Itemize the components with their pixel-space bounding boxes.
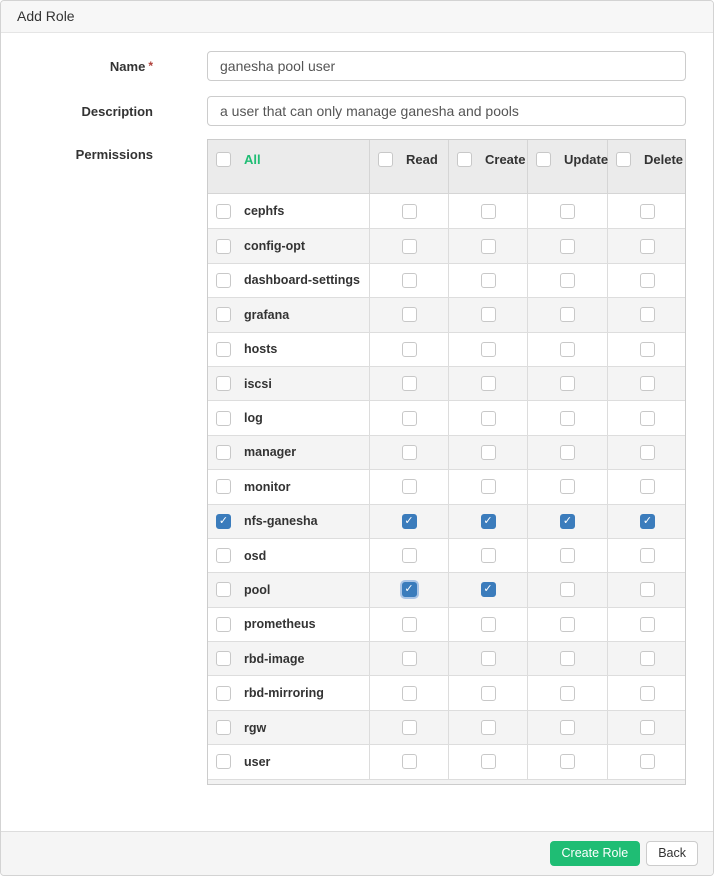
- checkbox-prometheus-read[interactable]: [402, 617, 417, 632]
- description-form-row: [16, 96, 698, 126]
- scope-label: log: [244, 411, 263, 426]
- checkbox-header-update[interactable]: [536, 152, 551, 167]
- checkbox-cephfs-create[interactable]: [481, 204, 496, 219]
- create-cell: [449, 642, 528, 675]
- permissions-control-col: [207, 139, 686, 785]
- read-cell: [370, 539, 449, 572]
- read-cell: [370, 333, 449, 366]
- update-cell: [528, 676, 608, 709]
- add-role-form: [1, 33, 713, 831]
- scope-cell: [208, 229, 370, 262]
- checkbox-manager-delete[interactable]: [640, 445, 655, 460]
- checkbox-iscsi-create[interactable]: [481, 376, 496, 391]
- header-cell-create: [449, 140, 528, 193]
- checkbox-config-opt-delete[interactable]: [640, 239, 655, 254]
- checkbox-rgw-create[interactable]: [481, 720, 496, 735]
- scope-label: dashboard-settings: [244, 273, 360, 288]
- header-label-delete: Delete: [644, 152, 684, 167]
- checkbox-grafana-create[interactable]: [481, 307, 496, 322]
- create-cell: [449, 711, 528, 744]
- checkbox-pool-create[interactable]: [481, 582, 496, 597]
- checkbox-log-update[interactable]: [560, 411, 575, 426]
- name-form-row: [16, 51, 698, 81]
- delete-cell: [608, 608, 686, 641]
- name-label: [16, 51, 153, 81]
- header-cell-delete: [608, 140, 686, 193]
- checkbox-osd-update[interactable]: [560, 548, 575, 563]
- update-cell: [528, 470, 608, 503]
- checkbox-cephfs-update[interactable]: [560, 204, 575, 219]
- permission-row-prometheus: [208, 607, 685, 641]
- checkbox-nfs-ganesha-update[interactable]: [560, 514, 575, 529]
- checkbox-user-create[interactable]: [481, 754, 496, 769]
- scope-label: user: [244, 754, 271, 769]
- scope-cell: [208, 470, 370, 503]
- read-cell: [370, 573, 449, 606]
- checkbox-cephfs-read[interactable]: [402, 204, 417, 219]
- checkbox-rbd-image-scope[interactable]: [216, 651, 231, 666]
- checkbox-pool-delete[interactable]: [640, 582, 655, 597]
- scope-label: monitor: [244, 479, 291, 494]
- checkbox-rbd-mirroring-read[interactable]: [402, 686, 417, 701]
- checkbox-hosts-update[interactable]: [560, 342, 575, 357]
- checkbox-grafana-scope[interactable]: [216, 307, 231, 322]
- checkbox-user-scope[interactable]: [216, 754, 231, 769]
- scope-cell: [208, 264, 370, 297]
- checkbox-dashboard-settings-read[interactable]: [402, 273, 417, 288]
- checkbox-dashboard-settings-scope[interactable]: [216, 273, 231, 288]
- permission-row-osd: [208, 538, 685, 572]
- update-cell: [528, 642, 608, 675]
- read-cell: [370, 470, 449, 503]
- create-cell: [449, 676, 528, 709]
- scope-cell: [208, 333, 370, 366]
- permissions-table-header: [208, 140, 685, 194]
- name-label-text: Name: [109, 59, 146, 74]
- checkbox-monitor-create[interactable]: [481, 479, 496, 494]
- scope-cell: [208, 298, 370, 331]
- permission-row-rgw: [208, 710, 685, 744]
- checkbox-hosts-delete[interactable]: [640, 342, 655, 357]
- header-cell-update: [528, 140, 608, 193]
- checkbox-pool-update[interactable]: [560, 582, 575, 597]
- checkbox-rbd-image-read[interactable]: [402, 651, 417, 666]
- description-label: Description: [81, 104, 153, 119]
- scope-cell: [208, 505, 370, 538]
- scope-label: nfs-ganesha: [244, 514, 318, 529]
- checkbox-manager-create[interactable]: [481, 445, 496, 460]
- checkbox-config-opt-read[interactable]: [402, 239, 417, 254]
- checkbox-rbd-image-delete[interactable]: [640, 651, 655, 666]
- update-cell: [528, 711, 608, 744]
- checkbox-rgw-read[interactable]: [402, 720, 417, 735]
- read-cell: [370, 745, 449, 778]
- permission-row-log: [208, 400, 685, 434]
- scope-cell: [208, 573, 370, 606]
- header-cell-read: [370, 140, 449, 193]
- create-cell: [449, 264, 528, 297]
- delete-cell: [608, 194, 686, 228]
- update-cell: [528, 505, 608, 538]
- header-label-create: Create: [485, 152, 526, 167]
- update-cell: [528, 401, 608, 434]
- table-partial-row: [208, 779, 685, 785]
- scope-cell: [208, 436, 370, 469]
- checkbox-iscsi-delete[interactable]: [640, 376, 655, 391]
- checkbox-rbd-mirroring-delete[interactable]: [640, 686, 655, 701]
- create-cell: [449, 194, 528, 228]
- description-control-col: [207, 96, 686, 126]
- permission-row-pool: [208, 572, 685, 606]
- scope-cell: [208, 367, 370, 400]
- scope-label: rbd-mirroring: [244, 686, 324, 701]
- scope-label: cephfs: [244, 204, 285, 219]
- read-cell: [370, 711, 449, 744]
- scope-cell: [208, 745, 370, 778]
- create-cell: [449, 401, 528, 434]
- delete-cell: [608, 264, 686, 297]
- checkbox-manager-update[interactable]: [560, 445, 575, 460]
- required-asterisk: *: [148, 59, 153, 73]
- checkbox-manager-read[interactable]: [402, 445, 417, 460]
- permission-row-rbd-image: [208, 641, 685, 675]
- permission-row-manager: [208, 435, 685, 469]
- scope-label: grafana: [244, 307, 290, 322]
- read-cell: [370, 264, 449, 297]
- checkbox-log-delete[interactable]: [640, 411, 655, 426]
- header-label-all: All: [244, 152, 261, 167]
- checkbox-cephfs-delete[interactable]: [640, 204, 655, 219]
- panel-title: Add Role: [1, 1, 713, 33]
- create-role-button[interactable]: Create Role: [550, 841, 641, 866]
- checkbox-dashboard-settings-create[interactable]: [481, 273, 496, 288]
- delete-cell: [608, 333, 686, 366]
- checkbox-nfs-ganesha-create[interactable]: [481, 514, 496, 529]
- update-cell: [528, 333, 608, 366]
- scope-label: osd: [244, 548, 267, 563]
- delete-cell: [608, 539, 686, 572]
- header-cell-all: [208, 140, 370, 193]
- permission-row-config-opt: [208, 228, 685, 262]
- scope-label: pool: [244, 582, 271, 597]
- checkbox-iscsi-update[interactable]: [560, 376, 575, 391]
- checkbox-osd-create[interactable]: [481, 548, 496, 563]
- update-cell: [528, 194, 608, 228]
- scope-label: iscsi: [244, 376, 272, 391]
- checkbox-nfs-ganesha-delete[interactable]: [640, 514, 655, 529]
- create-cell: [449, 539, 528, 572]
- checkbox-monitor-scope[interactable]: [216, 479, 231, 494]
- checkbox-rbd-mirroring-update[interactable]: [560, 686, 575, 701]
- scope-label: prometheus: [244, 617, 316, 632]
- checkbox-user-update[interactable]: [560, 754, 575, 769]
- name-input[interactable]: [207, 51, 686, 81]
- checkbox-hosts-read[interactable]: [402, 342, 417, 357]
- form-footer: [1, 831, 713, 875]
- checkbox-dashboard-settings-delete[interactable]: [640, 273, 655, 288]
- checkbox-config-opt-scope[interactable]: [216, 239, 231, 254]
- checkbox-osd-delete[interactable]: [640, 548, 655, 563]
- permission-row-user: [208, 744, 685, 778]
- update-cell: [528, 298, 608, 331]
- name-control-col: [207, 51, 686, 81]
- checkbox-monitor-read[interactable]: [402, 479, 417, 494]
- permission-row-iscsi: [208, 366, 685, 400]
- checkbox-prometheus-update[interactable]: [560, 617, 575, 632]
- checkbox-prometheus-scope[interactable]: [216, 617, 231, 632]
- checkbox-log-scope[interactable]: [216, 411, 231, 426]
- create-cell: [449, 608, 528, 641]
- permission-row-hosts: [208, 332, 685, 366]
- delete-cell: [608, 745, 686, 778]
- scope-cell: [208, 676, 370, 709]
- create-cell: [449, 298, 528, 331]
- create-cell: [449, 573, 528, 606]
- checkbox-nfs-ganesha-scope[interactable]: [216, 514, 231, 529]
- delete-cell: [608, 367, 686, 400]
- header-label-update: Update: [564, 152, 609, 167]
- update-cell: [528, 745, 608, 778]
- read-cell: [370, 676, 449, 709]
- checkbox-rgw-delete[interactable]: [640, 720, 655, 735]
- delete-cell: [608, 401, 686, 434]
- delete-cell: [608, 470, 686, 503]
- read-cell: [370, 505, 449, 538]
- checkbox-log-read[interactable]: [402, 411, 417, 426]
- permission-row-dashboard-settings: [208, 263, 685, 297]
- create-cell: [449, 333, 528, 366]
- read-cell: [370, 298, 449, 331]
- permission-row-rbd-mirroring: [208, 675, 685, 709]
- checkbox-grafana-update[interactable]: [560, 307, 575, 322]
- checkbox-pool-scope[interactable]: [216, 582, 231, 597]
- read-cell: [370, 229, 449, 262]
- read-cell: [370, 608, 449, 641]
- update-cell: [528, 573, 608, 606]
- permission-row-monitor: [208, 469, 685, 503]
- scope-label: rgw: [244, 720, 267, 735]
- read-cell: [370, 194, 449, 228]
- permissions-table-body: [208, 194, 685, 779]
- checkbox-rbd-mirroring-scope[interactable]: [216, 686, 231, 701]
- create-cell: [449, 229, 528, 262]
- permission-row-cephfs: [208, 194, 685, 228]
- description-input[interactable]: [207, 96, 686, 126]
- checkbox-prometheus-create[interactable]: [481, 617, 496, 632]
- update-cell: [528, 436, 608, 469]
- create-cell: [449, 470, 528, 503]
- checkbox-monitor-update[interactable]: [560, 479, 575, 494]
- checkbox-user-delete[interactable]: [640, 754, 655, 769]
- scope-cell: [208, 401, 370, 434]
- checkbox-grafana-delete[interactable]: [640, 307, 655, 322]
- checkbox-rbd-mirroring-create[interactable]: [481, 686, 496, 701]
- scope-cell: [208, 711, 370, 744]
- scope-label: config-opt: [244, 239, 306, 254]
- delete-cell: [608, 642, 686, 675]
- update-cell: [528, 539, 608, 572]
- checkbox-header-create[interactable]: [457, 152, 472, 167]
- checkbox-pool-read[interactable]: [402, 582, 417, 597]
- delete-cell: [608, 436, 686, 469]
- read-cell: [370, 642, 449, 675]
- checkbox-grafana-read[interactable]: [402, 307, 417, 322]
- checkbox-rbd-image-update[interactable]: [560, 651, 575, 666]
- read-cell: [370, 401, 449, 434]
- checkbox-manager-scope[interactable]: [216, 445, 231, 460]
- update-cell: [528, 367, 608, 400]
- scope-cell: [208, 539, 370, 572]
- create-cell: [449, 436, 528, 469]
- checkbox-prometheus-delete[interactable]: [640, 617, 655, 632]
- delete-cell: [608, 676, 686, 709]
- checkbox-dashboard-settings-update[interactable]: [560, 273, 575, 288]
- checkbox-rgw-update[interactable]: [560, 720, 575, 735]
- scope-cell: [208, 608, 370, 641]
- delete-cell: [608, 229, 686, 262]
- scope-label: manager: [244, 445, 297, 460]
- delete-cell: [608, 505, 686, 538]
- checkbox-hosts-scope[interactable]: [216, 342, 231, 357]
- checkbox-config-opt-update[interactable]: [560, 239, 575, 254]
- create-cell: [449, 745, 528, 778]
- checkbox-rgw-scope[interactable]: [216, 720, 231, 735]
- checkbox-config-opt-create[interactable]: [481, 239, 496, 254]
- create-cell: [449, 505, 528, 538]
- checkbox-log-create[interactable]: [481, 411, 496, 426]
- checkbox-user-read[interactable]: [402, 754, 417, 769]
- create-cell: [449, 367, 528, 400]
- checkbox-header-read[interactable]: [378, 152, 393, 167]
- checkbox-osd-read[interactable]: [402, 548, 417, 563]
- checkbox-cephfs-scope[interactable]: [216, 204, 231, 219]
- checkbox-osd-scope[interactable]: [216, 548, 231, 563]
- permissions-table: [207, 139, 686, 785]
- checkbox-rbd-image-create[interactable]: [481, 651, 496, 666]
- delete-cell: [608, 711, 686, 744]
- back-button[interactable]: Back: [646, 841, 698, 866]
- permission-row-nfs-ganesha: [208, 504, 685, 538]
- permission-row-grafana: [208, 297, 685, 331]
- checkbox-header-all[interactable]: [216, 152, 231, 167]
- checkbox-iscsi-read[interactable]: [402, 376, 417, 391]
- checkbox-monitor-delete[interactable]: [640, 479, 655, 494]
- update-cell: [528, 264, 608, 297]
- header-label-read: Read: [406, 152, 438, 167]
- scope-cell: [208, 642, 370, 675]
- delete-cell: [608, 573, 686, 606]
- delete-cell: [608, 298, 686, 331]
- scope-label: rbd-image: [244, 651, 305, 666]
- read-cell: [370, 367, 449, 400]
- checkbox-header-delete[interactable]: [616, 152, 631, 167]
- checkbox-iscsi-scope[interactable]: [216, 376, 231, 391]
- read-cell: [370, 436, 449, 469]
- update-cell: [528, 608, 608, 641]
- scope-cell: [208, 194, 370, 228]
- checkbox-nfs-ganesha-read[interactable]: [402, 514, 417, 529]
- checkbox-hosts-create[interactable]: [481, 342, 496, 357]
- scope-label: hosts: [244, 342, 278, 357]
- permissions-label: Permissions: [75, 147, 153, 162]
- update-cell: [528, 229, 608, 262]
- permissions-form-row: [16, 139, 698, 785]
